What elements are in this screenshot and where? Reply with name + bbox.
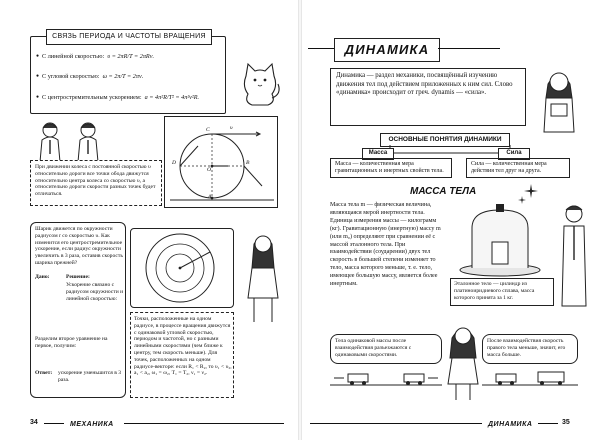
students-illustration <box>34 118 106 162</box>
wheel-diagram <box>164 116 278 208</box>
concept-mass-tag: Масса <box>362 148 394 160</box>
cat-illustration <box>238 58 282 108</box>
student-book-illustration <box>534 62 584 132</box>
disc-diagram <box>130 228 234 308</box>
concept-force-tag: Сила <box>498 148 530 160</box>
disc-caption: Точки, расположенные на одном радиусе, в процессе вращения движутся с одинаковой угловой скоростью, периодом и частотой, но с разными линейными скоростями (чем ближе к центру, тем скорость меньше). Для точек, расположенных на одном радиусе-векторе: если R₁ < R₂, то υ₁ < υ₂, a₁ < a₂, ω₁ = ω₂, T₁ = T₂, ν₁ = ν₂. <box>134 316 232 377</box>
intro-text: Динамика — раздел механики, посвящённый изучению движения тел под действием приложенных к ним сил. Слово «динамика» происходит от греч. dynamis — «сила». <box>336 72 513 97</box>
right-footer-line <box>538 423 558 424</box>
etalon-jar-illustration <box>452 202 548 278</box>
right-footer-line-left <box>310 423 482 424</box>
bubble-right-text: После взаимодействия скорость правого тела меньше, значит, его масса больше. <box>487 338 566 358</box>
concept-force-def: Сила — количественная мера действия тел друг на друга. <box>466 158 570 178</box>
bubble-right <box>482 334 578 364</box>
wheel-label-v: υ <box>230 125 233 131</box>
solution-given: Дано: <box>35 274 50 280</box>
wheel-label-o: O <box>207 167 212 173</box>
answer-label: Ответ: <box>35 370 53 376</box>
girl-center-illustration <box>446 320 480 400</box>
etalon-caption-box <box>450 278 554 306</box>
dynamics-header: ДИНАМИКА <box>334 38 440 62</box>
formula-centripetal: ● С центростремительным ускорением: a = 4π²R/T² = 4π²ν²R. <box>36 94 199 101</box>
wheel-label-c: C <box>206 127 210 133</box>
disc-caption-box <box>130 312 234 398</box>
mass-text: Масса тела m — физическая величина, являющаяся мерой инертности тела. Единица измерения массы — килограмм (кг). Гравитационную (инертную) массу m (или m₀) определяют при сравнении её с массой эталонного тела. При взаимодействии (соударении) двух тел скорость в большей степени изменяет то тело, масса которого меньше, т. е. тело, имеющее большую массу, является более инертным. <box>330 202 441 288</box>
wheel-caption: При движении колеса с постоянной скоростью υ относительно дороги все точки обода движутся относительно центра колеса со скоростью υ, а относительно дороги скорости разных точек будет отличаться. <box>35 164 156 198</box>
problem-text: Шарик движется по окружности радиусом r со скоростью υ. Как изменится его центростремительное ускорение, если радиус окружности увеличить в 3 раза, оставив скорость шарика прежней? <box>35 226 123 266</box>
boy-illustration <box>556 200 592 306</box>
wheel-label-d: D <box>172 160 177 166</box>
sparkle-icon <box>524 184 538 198</box>
solution-label: Решение: <box>66 274 90 280</box>
etalon-caption: Эталонное тело — цилиндр из платиноиридиевого сплава, масса которого принята за 1 кг. <box>454 281 535 301</box>
bubble-left <box>330 334 442 364</box>
carts-right-illustration <box>482 368 578 388</box>
right-footer-label: ДИНАМИКА <box>488 421 533 428</box>
solution-divide: Разделим второе уравнение на первое, получим: <box>35 336 108 349</box>
mass-section-title: МАССА ТЕЛА <box>410 186 477 197</box>
left-footer-line-right <box>124 423 284 424</box>
solution-text: Ускорение связано с радиусом окружности и линейной скоростью: <box>66 282 124 302</box>
wheel-label-b: B <box>246 160 250 166</box>
formula-linear: ● С линейной скоростью: υ = 2πR/T = 2πRν. <box>36 53 154 60</box>
carts-left-illustration <box>330 368 442 388</box>
right-page <box>300 0 600 440</box>
formula-angular: ● С угловой скоростью: ω = 2π/T = 2πν. <box>36 73 143 80</box>
concepts-title: ОСНОВНЫЕ ПОНЯТИЯ ДИНАМИКИ <box>380 133 510 147</box>
left-footer-line <box>44 423 64 424</box>
formulas-header: СВЯЗЬ ПЕРИОДА И ЧАСТОТЫ ВРАЩЕНИЯ <box>46 29 212 45</box>
wheel-label-a: A <box>208 194 212 200</box>
left-footer-label: МЕХАНИКА <box>70 421 114 428</box>
concept-mass-def: Масса — количественная мера гравитационных и инертных свойств тела. <box>330 158 452 178</box>
right-page-number: 35 <box>562 419 570 426</box>
wheel-caption-box <box>30 160 162 206</box>
dynamics-header-rule <box>308 48 334 49</box>
left-page-number: 34 <box>30 419 38 426</box>
girl-illustration <box>240 226 286 326</box>
bubble-left-text: Тела одинаковой массы после взаимодействия разъезжаются с одинаковыми скоростями. <box>335 338 412 358</box>
dynamics-header-rule-right <box>438 48 500 49</box>
answer-text: ускорение уменьшится в 3 раза. <box>58 370 122 383</box>
